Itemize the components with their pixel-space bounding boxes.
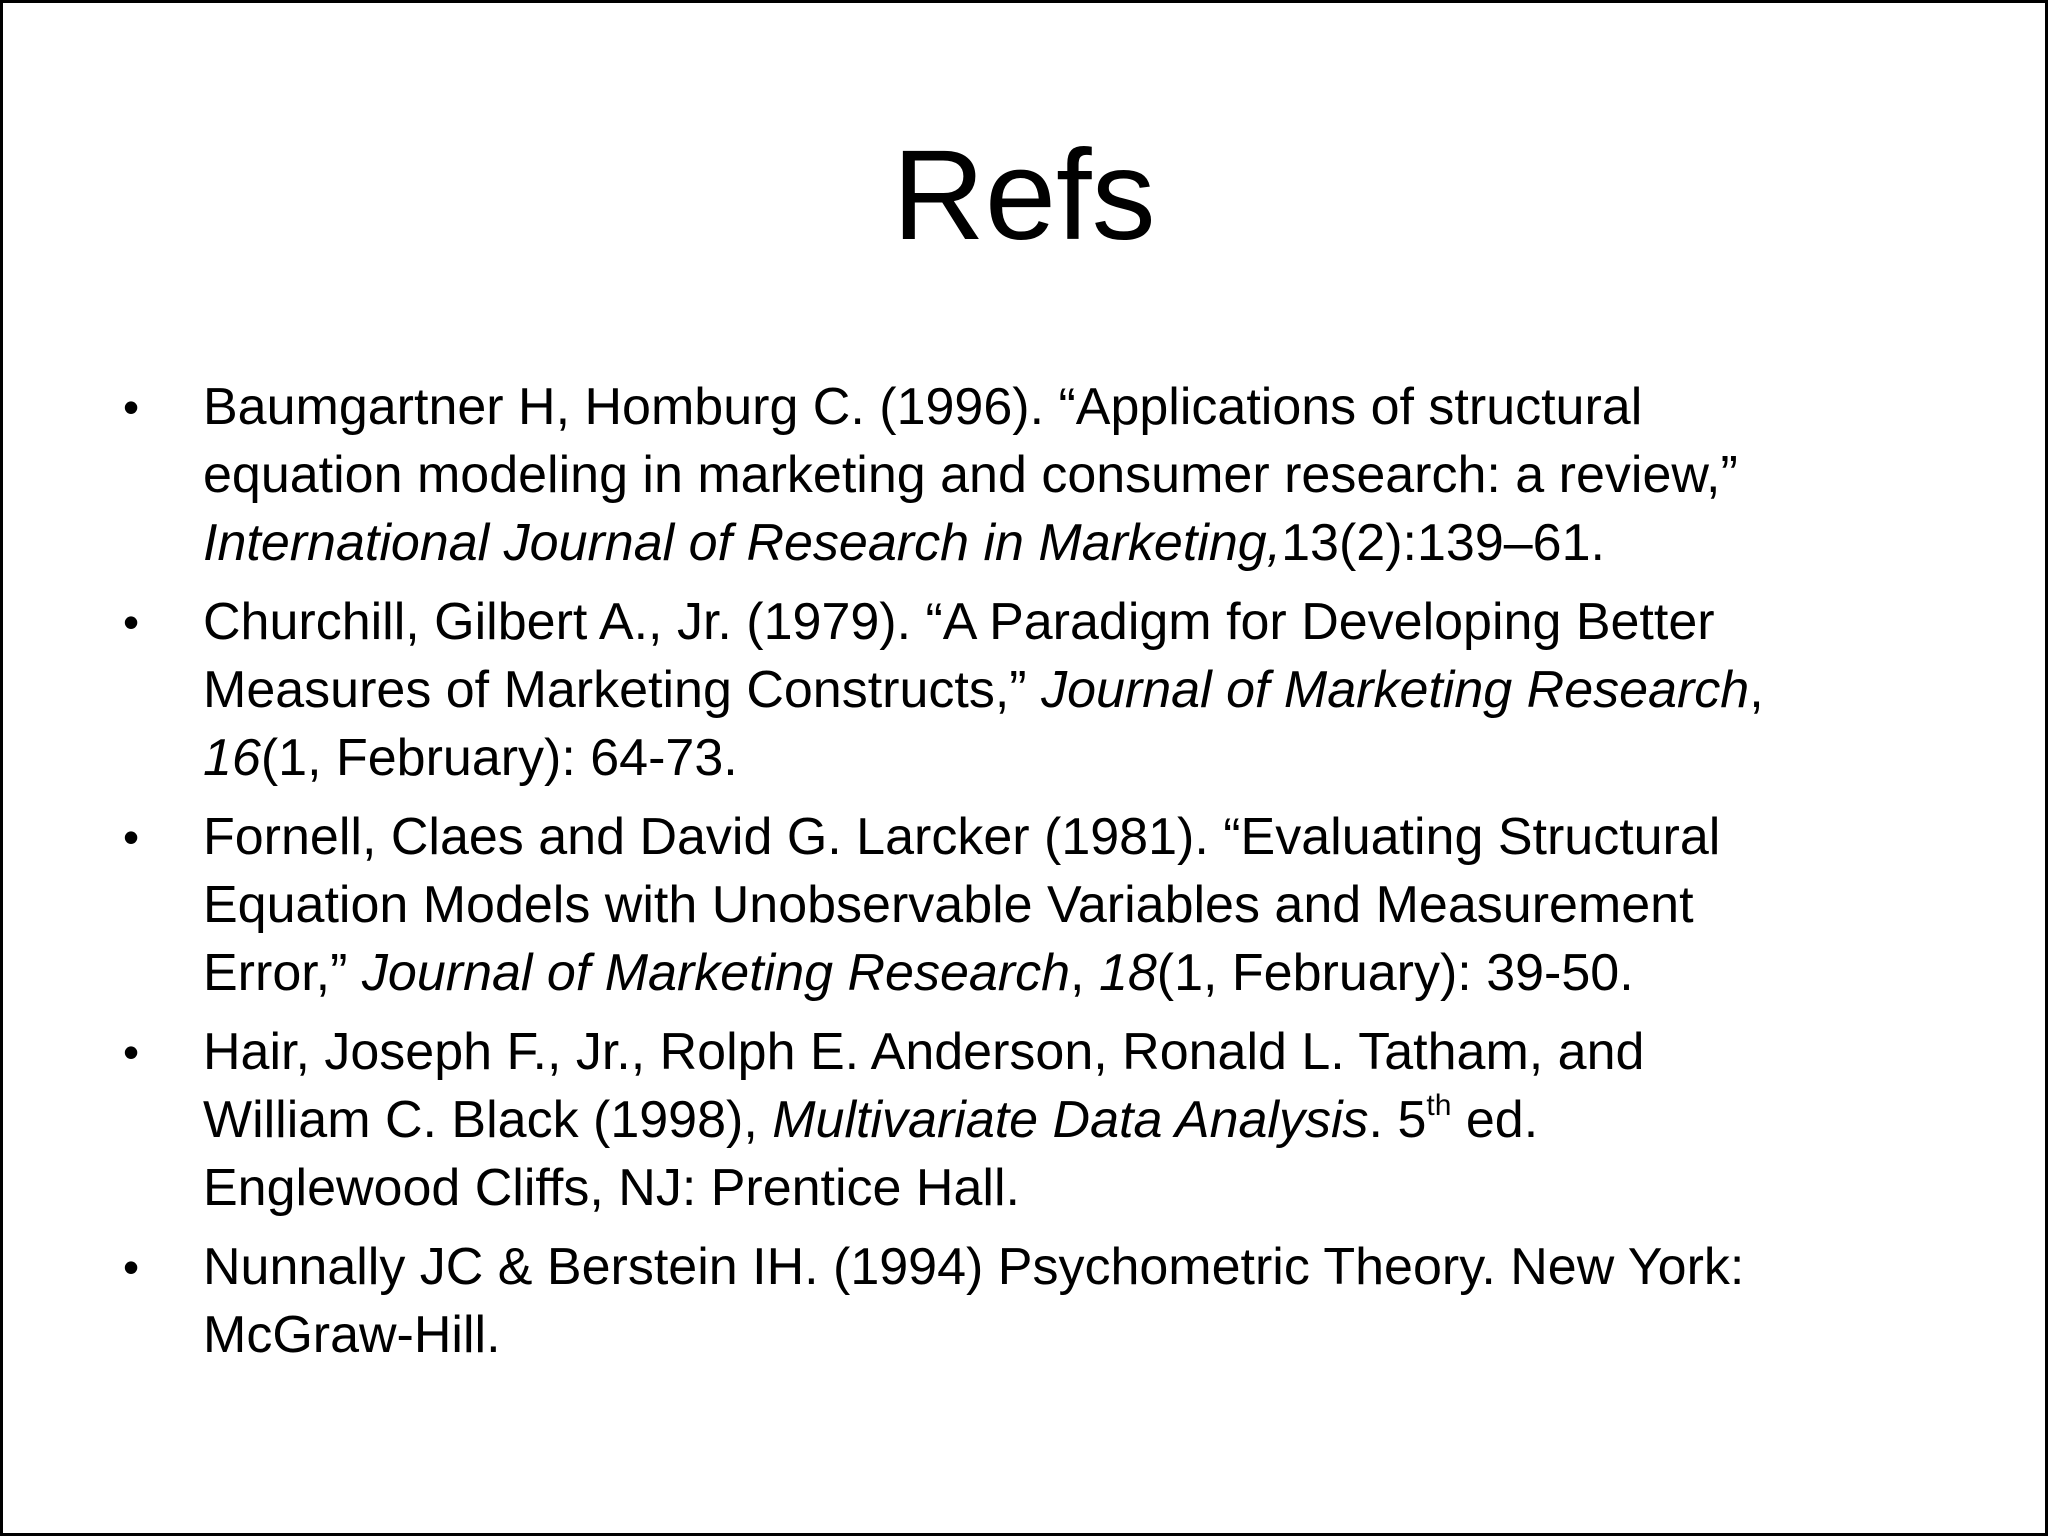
bullet-icon: • [123, 811, 140, 863]
reference-line [203, 1233, 1985, 1301]
reference-line [203, 803, 1985, 871]
reference-item [3, 373, 2045, 577]
reference-text: . 5 [1368, 1091, 1427, 1149]
reference-italic-text: International Journal of Research in Marketing, [203, 514, 1282, 572]
bullet-icon: • [123, 1026, 140, 1078]
reference-line [203, 939, 1985, 1007]
reference-text: Fornell, Claes and David G. Larcker (1981). “Evaluating Structural [203, 808, 1721, 866]
reference-line [203, 588, 1985, 656]
reference-text: Equation Models with Unobservable Variables and Measurement [203, 876, 1694, 934]
reference-text: Hair, Joseph F., Jr., Rolph E. Anderson, Ronald L. Tatham, and [203, 1023, 1645, 1081]
reference-text: Nunnally JC & Berstein IH. (1994) Psychometric Theory. New York: [203, 1238, 1745, 1296]
reference-line [203, 1086, 1985, 1154]
reference-line [203, 724, 1985, 792]
reference-line [203, 1154, 1985, 1222]
reference-italic-text: Multivariate Data Analysis [772, 1091, 1369, 1149]
reference-text: McGraw-Hill. [203, 1306, 501, 1364]
reference-item [3, 1018, 2045, 1222]
reference-line [203, 509, 1985, 577]
references-list [3, 373, 2045, 1380]
reference-text: (1, February): 64-73. [260, 729, 738, 787]
reference-item [3, 803, 2045, 1007]
bullet-icon: • [123, 381, 140, 433]
reference-line [203, 441, 1985, 509]
reference-italic-text: 16 [203, 729, 261, 787]
slide-title: Refs [892, 124, 1156, 267]
reference-italic-text: Journal of Marketing Research [361, 944, 1071, 1002]
bullet-icon: • [123, 596, 140, 648]
reference-text: (1, February): 39-50. [1156, 944, 1634, 1002]
reference-item [3, 588, 2045, 792]
reference-line [203, 373, 1985, 441]
reference-text: Englewood Cliffs, NJ: Prentice Hall. [203, 1159, 1020, 1217]
reference-text: Baumgartner H, Homburg C. (1996). “Applications of structural [203, 378, 1643, 436]
reference-line [203, 656, 1985, 724]
reference-text: 13(2):139–61. [1281, 514, 1605, 572]
reference-text: equation modeling in marketing and consumer research: a review,” [203, 446, 1738, 504]
reference-line [203, 871, 1985, 939]
reference-text: Churchill, Gilbert A., Jr. (1979). “A Paradigm for Developing Better [203, 593, 1715, 651]
bullet-icon: • [123, 1241, 140, 1293]
reference-line [203, 1301, 1985, 1369]
reference-italic-text: Journal of Marketing Research [1041, 661, 1750, 719]
reference-text: , [1070, 944, 1099, 1002]
reference-text: ed. [1451, 1091, 1539, 1149]
reference-item [3, 1233, 2045, 1369]
reference-line [203, 1018, 1985, 1086]
reference-text: Measures of Marketing Constructs,” [203, 661, 1042, 719]
reference-text: , [1749, 661, 1764, 719]
reference-italic-text: 18 [1098, 944, 1157, 1002]
reference-text: Error,” [203, 944, 362, 1002]
reference-text: William C. Black (1998), [203, 1091, 773, 1149]
reference-superscript: th [1426, 1089, 1452, 1122]
